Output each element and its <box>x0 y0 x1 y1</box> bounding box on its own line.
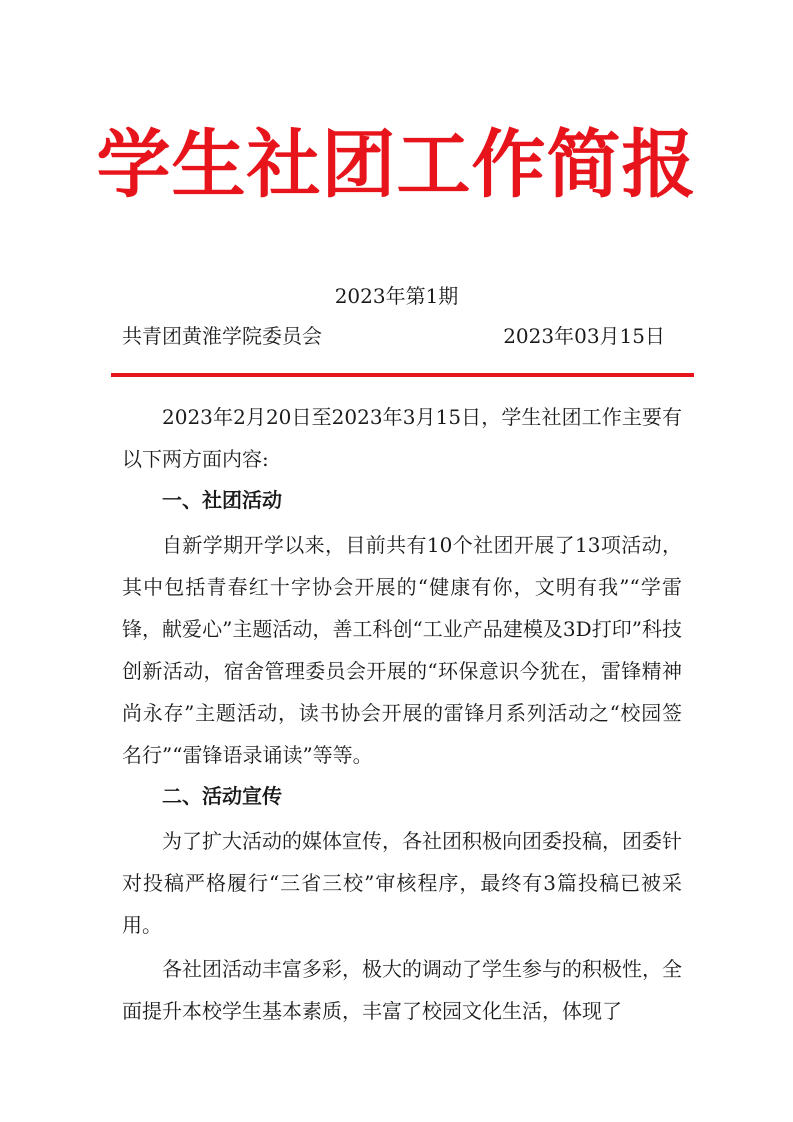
closing-paragraph: 各社团活动丰富多彩，极大的调动了学生参与的积极性，全面提升本校学生基本素质，丰富了校园文化生活，体现了 <box>122 957 682 1023</box>
issue-number: 2023年第1期 <box>334 284 459 308</box>
intro-paragraph: 2023年2月20日至2023年3月15日，学生社团工作主要有以下两方面内容: <box>122 405 682 471</box>
activities-paragraph: 自新学期开学以来，目前共有10个社团开展了13项活动，其中包括青春红十字协会开展的“健康有你，文明有我”“学雷锋，献爱心”主题活动，善工科创“工业产品建模及3D打印”科技创新活动，宿舍管理委员会开展的“环保意识今犹在，雷锋精神尚永存”主题活动，读书协会开展的雷锋月系列活动之“校园签名行”“雷锋语录诵读”等等。 <box>122 533 682 767</box>
publicity-paragraph: 为了扩大活动的媒体宣传，各社团积极向团委投稿，团委针对投稿严格履行“三省三校”审核程序，最终有3篇投稿已被采用。 <box>122 829 682 937</box>
issuing-organization: 共青团黄淮学院委员会 <box>122 324 322 348</box>
red-divider-line <box>111 373 694 377</box>
section-heading-publicity: 二、活动宣传 <box>162 784 282 808</box>
issue-date: 2023年03月15日 <box>503 324 665 348</box>
bulletin-title: 学生社团工作简报 <box>96 122 697 208</box>
section-heading-activities: 一、社团活动 <box>162 488 282 512</box>
